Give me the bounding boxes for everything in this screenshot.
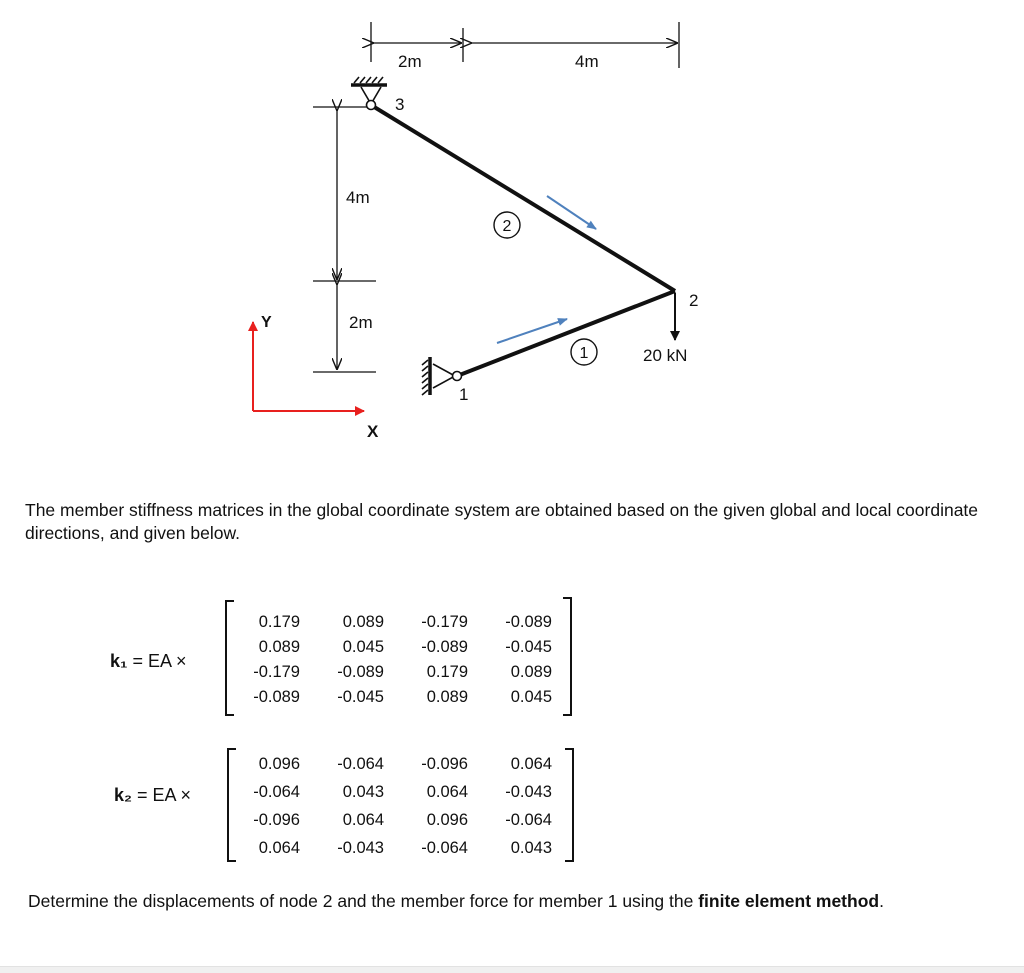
- k1-cell: -0.179: [421, 613, 468, 631]
- k2-cell: 0.043: [342, 783, 384, 801]
- question-bold: finite element method: [698, 891, 880, 911]
- k1-cell: -0.089: [337, 663, 384, 681]
- k1-cell: -0.089: [505, 613, 552, 631]
- k2-cell: 0.064: [510, 755, 552, 773]
- intro-paragraph: The member stiffness matrices in the global coordinate system are obtained based on the given global and local coordinate directions, and given below.: [25, 500, 979, 543]
- question-paragraph: Determine the displacements of node 2 and the member force for member 1 using the finite element method.: [28, 891, 884, 911]
- member-2-direction-arrow: [547, 196, 596, 229]
- dim-top-right: 4m: [575, 52, 599, 71]
- k1-cell: 0.089: [426, 688, 468, 706]
- k1-cell: 0.045: [510, 688, 552, 706]
- member-2-label: 2: [502, 218, 512, 235]
- dim-vertical-upper: 4m: [346, 188, 370, 207]
- k1-bracket-right: [563, 597, 572, 716]
- k2-cell: -0.064: [337, 755, 384, 773]
- pin-support-node-3: [351, 77, 387, 104]
- member-1-label-circle: [571, 339, 597, 365]
- k2-cell: 0.043: [510, 839, 552, 857]
- global-axes: [253, 314, 379, 441]
- node-2-label: 2: [689, 291, 699, 310]
- k1-cell: 0.045: [342, 638, 384, 656]
- k2-cell: -0.043: [337, 839, 384, 857]
- k2-cell: -0.064: [505, 811, 552, 829]
- k1-cell: -0.179: [253, 663, 300, 681]
- member-1-label: 1: [579, 345, 589, 362]
- k2-cell: -0.064: [253, 783, 300, 801]
- k1-label: k₁ = EA ×: [110, 651, 187, 671]
- dim-top-left: 2m: [398, 52, 422, 71]
- dim-vertical-lower: 2m: [349, 313, 373, 332]
- pin-support-node-1: [422, 357, 455, 395]
- k2-cell: 0.096: [258, 755, 300, 773]
- x-axis-label: X: [367, 422, 379, 441]
- k2-cell: -0.064: [421, 839, 468, 857]
- member-1-direction-arrow: [497, 319, 567, 343]
- k1-cell: -0.089: [421, 638, 468, 656]
- k1-cell: -0.045: [337, 688, 384, 706]
- node-3: [367, 101, 376, 110]
- k1-cell: -0.045: [505, 638, 552, 656]
- k1-cell: 0.089: [258, 638, 300, 656]
- k2-cell: -0.096: [253, 811, 300, 829]
- load-label: 20 kN: [643, 346, 688, 365]
- dimension-horizontal: [371, 22, 679, 71]
- k2-bracket-right: [565, 748, 574, 862]
- member-2-label-circle: [494, 212, 520, 238]
- k1-cell: 0.179: [426, 663, 468, 681]
- k2-cell: 0.064: [258, 839, 300, 857]
- k2-matrix: [228, 752, 558, 861]
- k2-cell: -0.096: [421, 755, 468, 773]
- k2-cell: 0.064: [342, 811, 384, 829]
- member-2: [371, 105, 675, 291]
- k1-cell: 0.089: [510, 663, 552, 681]
- k2-label: k₂ = EA ×: [114, 785, 192, 805]
- k2-cell: 0.096: [426, 811, 468, 829]
- k1-cell: 0.179: [258, 613, 300, 631]
- truss-diagram: [0, 0, 1024, 480]
- k1-cell: 0.089: [342, 613, 384, 631]
- k2-cell: -0.043: [505, 783, 552, 801]
- k1-cell: -0.089: [253, 688, 300, 706]
- node-3-label: 3: [395, 95, 405, 114]
- node-1: [453, 372, 462, 381]
- y-axis-label: Y: [261, 314, 272, 331]
- dimension-vertical: [313, 107, 376, 372]
- node-1-label: 1: [459, 385, 469, 404]
- k2-cell: 0.064: [426, 783, 468, 801]
- k1-matrix: [228, 610, 558, 710]
